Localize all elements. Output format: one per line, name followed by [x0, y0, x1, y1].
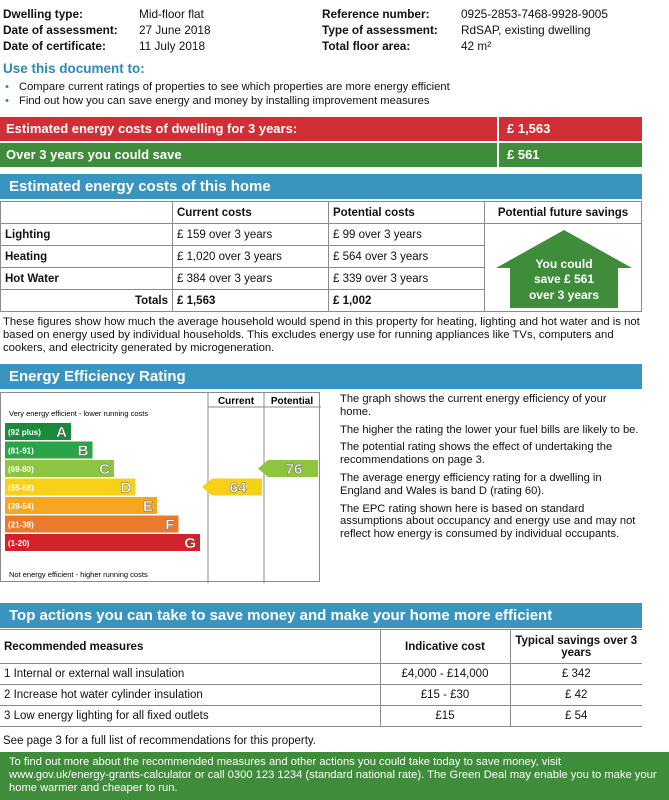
savings-line-3: over 3 years [528, 288, 600, 302]
potential-cost: £ 339 over 3 years [329, 268, 485, 290]
totals-label: Totals [1, 290, 173, 312]
savings-line-1: You could [535, 257, 593, 271]
savings-arrow-icon [486, 226, 642, 310]
totals-current: £ 1,563 [173, 290, 329, 312]
rating-band-letter: A [56, 424, 67, 441]
rating-band-g [5, 534, 200, 551]
assessment-date-label: Date of assessment: [3, 23, 118, 37]
typical-saving: £ 54 [510, 706, 642, 727]
top-note: Very energy efficient - lower running costs [9, 409, 149, 418]
costs-header-potential: Potential costs [329, 202, 485, 224]
rating-band-range: (92 plus) [8, 428, 41, 437]
rating-band-letter: E [142, 498, 153, 515]
current-col-header: Current [217, 396, 255, 407]
costs-header-savings: Potential future savings [485, 202, 642, 224]
current-cost: £ 1,020 over 3 years [173, 246, 329, 268]
costs-header-current: Current costs [173, 202, 329, 224]
see-more-text: See page 3 for a full list of recommendations for this property. [3, 735, 316, 747]
floor-area-value: 42 m² [461, 39, 492, 53]
use-document-item: • Compare current ratings of properties to see which properties are more energy efficient [3, 80, 450, 94]
table-row [0, 706, 642, 727]
certificate-header [3, 6, 663, 54]
use-document-item: • Find out how you can save energy and money by installing improvement measures [3, 94, 450, 108]
header-row-1 [3, 6, 663, 22]
measure: 3 Low energy lighting for all fixed outlets [0, 706, 380, 727]
rating-note: The potential rating shows the effect of undertaking the recommendations on page 3. [340, 441, 613, 467]
rating-band-letter: F [165, 516, 175, 534]
assessment-date-value: 27 June 2018 [139, 23, 211, 37]
header-row-3 [3, 38, 663, 54]
header-row-2 [3, 22, 663, 38]
footer-info: To find out more about the recommended measures and other actions you could take today to save money, visit www.gov.uk/energy-grants-calculator or call 0300 123 1234 (standard national rate). The Green Deal may enable you to make your home warmer and cheaper to run. [0, 752, 669, 800]
rating-band-range: (55-68) [8, 483, 34, 493]
certificate-date-value: 11 July 2018 [139, 39, 206, 53]
reference-value: 0925-2853-7468-9928-9005 [461, 7, 608, 21]
estimated-cost-label: Estimated energy costs of dwelling for 3 years: [0, 117, 499, 141]
rating-band-range: (69-80) [8, 465, 34, 474]
bottom-note: Not energy efficient - higher running costs [9, 570, 148, 579]
rating-band-range: (21-38) [8, 520, 34, 530]
potential-cost: £ 99 over 3 years [329, 224, 485, 246]
potential-rating-value: 76 [285, 461, 303, 478]
rating-section-title: Energy Efficiency Rating [0, 364, 642, 389]
measure: 1 Internal or external wall insulation [0, 664, 380, 685]
rating-band-letter: B [77, 442, 89, 460]
actions-header-measures: Recommended measures [0, 630, 380, 664]
indicative-cost: £15 [380, 706, 510, 727]
rating-chart-frame [0, 392, 320, 582]
estimated-cost-bar [0, 117, 642, 141]
use-document-list [3, 80, 450, 108]
assessment-type-value: RdSAP, existing dwelling [461, 23, 591, 37]
reference-label: Reference number: [322, 7, 430, 21]
rating-note: The EPC rating shown here is based on standard assumptions about occupancy and energy use and may not reflect how energy is consumed by individual occupants. [340, 502, 636, 541]
rating-band-letter: D [120, 479, 132, 497]
actions-header-cost: Indicative cost [380, 630, 510, 664]
row-label: Lighting [1, 224, 173, 246]
rating-band-range: (1-20) [8, 539, 30, 548]
current-rating-value: 64 [229, 479, 247, 497]
costs-header-blank [1, 202, 173, 224]
actions-section-title: Top actions you can take to save money and make your home more efficient [0, 603, 642, 628]
costs-header-row [1, 202, 642, 224]
rating-note: The average energy efficiency rating for a dwelling in England and Wales is band D (rating 60). [340, 471, 602, 497]
savings-label: Over 3 years you could save [0, 143, 499, 167]
measure: 2 Increase hot water cylinder insulation [0, 685, 380, 706]
rating-band-letter: C [99, 461, 110, 478]
rating-band-letter: G [184, 535, 196, 552]
actions-header-savings: Typical savings over 3 years [510, 630, 642, 664]
rating-band-range: (81-91) [8, 446, 34, 456]
costs-section-title: Estimated energy costs of this home [0, 174, 642, 199]
typical-saving: £ 42 [510, 685, 642, 706]
totals-potential: £ 1,002 [329, 290, 485, 312]
costs-explanation: These figures show how much the average household would spend in this property for heating, lighting and hot water and is not based on energy used by individual households. This excludes energy use for running appliances like TVs, computers and cookers, and electricity generated by microgeneration. [3, 316, 640, 354]
row-label: Hot Water [1, 268, 173, 290]
dwelling-type-value: Mid-floor flat [139, 7, 204, 21]
current-cost: £ 384 over 3 years [173, 268, 329, 290]
indicative-cost: £15 - £30 [380, 685, 510, 706]
savings-bar [0, 143, 642, 167]
rating-chart [1, 393, 321, 583]
row-label: Heating [1, 246, 173, 268]
rating-notes [340, 393, 640, 546]
typical-saving: £ 342 [510, 664, 642, 685]
certificate-date-label: Date of certificate: [3, 39, 106, 53]
table-row [0, 664, 642, 685]
savings-value: £ 561 [507, 147, 540, 162]
dwelling-type-label: Dwelling type: [3, 7, 83, 21]
current-cost: £ 159 over 3 years [173, 224, 329, 246]
actions-table [0, 629, 642, 727]
assessment-type-label: Type of assessment: [322, 23, 438, 37]
actions-header-row [0, 630, 642, 664]
potential-col-header: Potential [270, 396, 314, 407]
indicative-cost: £4,000 - £14,000 [380, 664, 510, 685]
potential-cost: £ 564 over 3 years [329, 246, 485, 268]
table-row [0, 685, 642, 706]
estimated-cost-value: £ 1,563 [507, 121, 551, 136]
floor-area-label: Total floor area: [322, 39, 411, 53]
use-document-title: Use this document to: [3, 61, 145, 76]
rating-band-range: (39-54) [8, 502, 34, 511]
rating-note: The graph shows the current energy efficiency of your home. [340, 393, 607, 418]
rating-note: The higher the rating the lower your fuel bills are likely to be. [340, 423, 639, 436]
savings-line-2: save £ 561 [533, 272, 595, 286]
